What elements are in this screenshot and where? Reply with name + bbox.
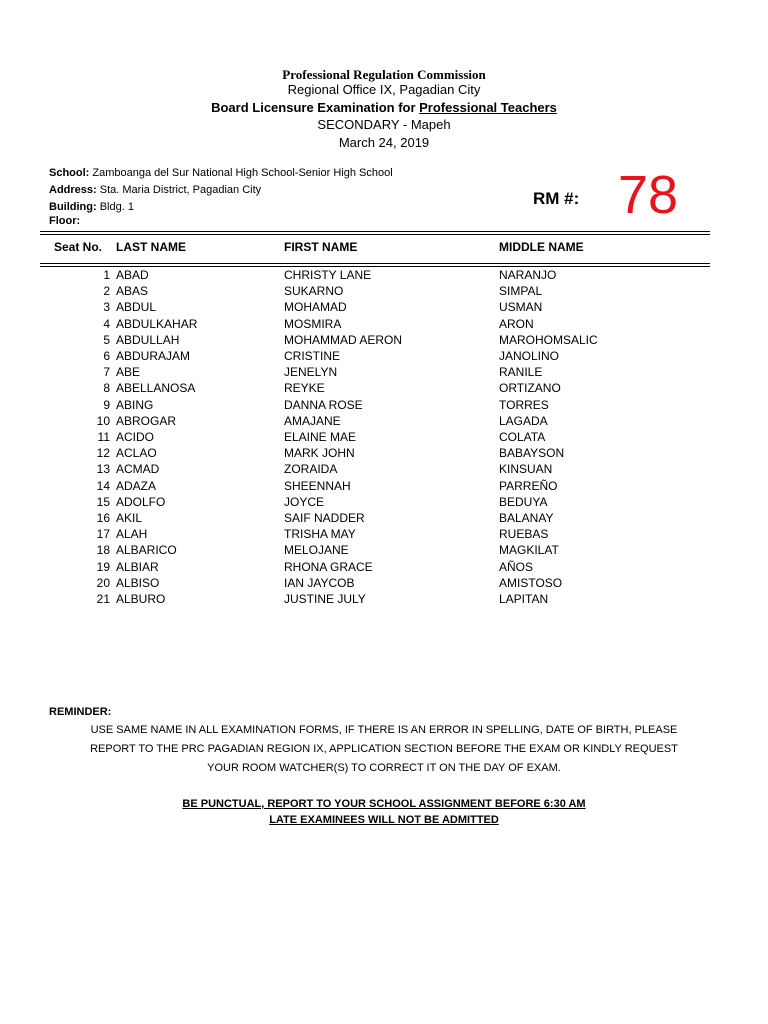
first-name: JUSTINE JULY: [284, 592, 366, 606]
exam-date: March 24, 2019: [338, 135, 430, 150]
seat-number: 15: [96, 494, 110, 509]
exam-title-prefix: Board Licensure Examination for: [211, 100, 420, 115]
late-text: LATE EXAMINEES WILL NOT BE ADMITTED: [269, 814, 499, 826]
last-name: ACMAD: [116, 462, 160, 477]
first-name: IAN JAYCOB: [284, 575, 355, 590]
header-rule-top-2: [40, 234, 710, 235]
seat-number: 14: [96, 478, 110, 493]
table-row: [0, 332, 768, 348]
seat-number: 6: [103, 349, 110, 363]
table-row: [0, 542, 768, 558]
last-name: ABDULLAH: [116, 332, 180, 347]
first-name: CHRISTY LANE: [284, 268, 372, 282]
table-row: [0, 348, 768, 364]
last-name: AKIL: [116, 511, 143, 525]
table-row: [0, 429, 768, 445]
middle-name: NARANJO: [499, 268, 557, 282]
last-name: ABDULKAHAR: [116, 316, 198, 331]
seat-number: 8: [103, 381, 110, 396]
table-row: [0, 267, 768, 283]
school-line: [49, 167, 393, 179]
last-name: ABAS: [116, 284, 149, 299]
reminder-line-2: REPORT TO THE PRC PAGADIAN REGION IX, APPLICATION SECTION BEFORE THE EXAM OR KINDLY REQUEST: [90, 743, 678, 755]
exam-field: Professional Teachers: [419, 100, 557, 115]
middle-name: JANOLINO: [499, 349, 560, 363]
school-value: Zamboanga del Sur National High School-Senior High School: [92, 167, 393, 179]
middle-name: LAGADA: [499, 413, 548, 428]
first-name: REYKE: [284, 381, 325, 396]
col-header-middle-name: MIDDLE NAME: [499, 240, 584, 254]
commission-title: Professional Regulation Commission: [282, 67, 486, 82]
last-name: ABROGAR: [116, 413, 177, 428]
first-name: MELOJANE: [284, 543, 349, 558]
seat-number: 2: [103, 284, 110, 299]
last-name: ABE: [116, 365, 141, 380]
room-label: RM #:: [533, 189, 580, 208]
first-name: JENELYN: [284, 365, 338, 380]
middle-name: KINSUAN: [499, 462, 553, 477]
last-name: ABELLANOSA: [116, 381, 196, 396]
reminder-line-3: YOUR ROOM WATCHER(S) TO CORRECT IT ON THE DAY OF EXAM.: [207, 762, 561, 774]
seat-number: 1: [103, 268, 110, 282]
last-name: ABDURAJAM: [116, 349, 191, 363]
seat-number: 21: [96, 592, 110, 606]
first-name: CRISTINE: [284, 349, 341, 363]
middle-name: RANILE: [499, 365, 543, 380]
school-label: School:: [49, 167, 90, 179]
first-name: MOHAMMAD AERON: [284, 332, 403, 347]
middle-name: USMAN: [499, 300, 543, 315]
header-rule-top-1: [40, 231, 710, 232]
seat-number: 5: [103, 332, 110, 347]
col-header-first-name: FIRST NAME: [284, 240, 358, 254]
middle-name: BALANAY: [499, 511, 554, 525]
first-name: MOHAMAD: [284, 300, 347, 315]
seat-number: 17: [96, 527, 110, 542]
col-header-seat: Seat No.: [54, 240, 103, 254]
last-name: ALBARICO: [116, 543, 177, 558]
seat-number: 11: [97, 430, 110, 444]
table-row: [0, 461, 768, 477]
seat-number: 10: [96, 413, 110, 428]
middle-name: ARON: [499, 316, 534, 331]
first-name: DANNA ROSE: [284, 397, 363, 412]
table-row: [0, 283, 768, 299]
last-name: ADOLFO: [116, 494, 166, 509]
seat-number: 20: [96, 575, 110, 590]
first-name: SHEENNAH: [284, 478, 351, 493]
middle-name: RUEBAS: [499, 527, 549, 542]
seat-number: 4: [103, 316, 110, 331]
seat-number: 18: [96, 543, 110, 558]
building-line: [49, 201, 134, 213]
middle-name: MAGKILAT: [499, 543, 559, 558]
middle-name: COLATA: [499, 430, 546, 444]
last-name: ALAH: [116, 527, 148, 542]
reminder-line-1: USE SAME NAME IN ALL EXAMINATION FORMS, IF THERE IS AN ERROR IN SPELLING, DATE OF BIRTH, PLEASE: [90, 724, 678, 736]
seat-number: 16: [96, 511, 110, 525]
seat-number: 13: [96, 462, 110, 477]
first-name: MARK JOHN: [284, 446, 355, 461]
middle-name: TORRES: [499, 397, 549, 412]
seat-number: 7: [103, 365, 110, 380]
table-row: [0, 575, 768, 591]
first-name: SAIF NADDER: [284, 511, 365, 525]
table-row: [0, 380, 768, 396]
first-name: ELAINE MAE: [284, 430, 357, 444]
table-row: [0, 299, 768, 315]
address-label: Address:: [49, 184, 97, 196]
middle-name: AÑOS: [499, 559, 534, 574]
table-row: [0, 364, 768, 380]
table-row: [0, 397, 768, 413]
seat-number: 9: [103, 397, 110, 412]
building-label: Building:: [49, 201, 97, 213]
last-name: ABAD: [116, 268, 149, 282]
regional-office: Regional Office IX, Pagadian City: [287, 82, 481, 97]
middle-name: MAROHOMSALIC: [499, 332, 598, 347]
col-header-last-name: LAST NAME: [116, 240, 186, 254]
table-row: [0, 445, 768, 461]
floor-label: Floor:: [49, 215, 81, 227]
last-name: ACIDO: [116, 430, 155, 444]
table-row: [0, 413, 768, 429]
middle-name: ORTIZANO: [499, 381, 561, 396]
punctuality-text: BE PUNCTUAL, REPORT TO YOUR SCHOOL ASSIGNMENT BEFORE 6:30 AM: [182, 798, 586, 810]
table-row: [0, 478, 768, 494]
address-value: Sta. Maria District, Pagadian City: [99, 184, 262, 196]
table-row: [0, 510, 768, 526]
middle-name: PARREÑO: [499, 478, 558, 493]
first-name: MOSMIRA: [284, 316, 342, 331]
header-rule-bottom-1: [40, 263, 710, 264]
last-name: ABDUL: [116, 300, 157, 315]
exam-level: SECONDARY - Mapeh: [317, 117, 451, 132]
late-notice: [0, 810, 768, 828]
table-row: [0, 559, 768, 575]
floor-line: [49, 215, 80, 227]
last-name: ABING: [116, 397, 154, 412]
middle-name: BABAYSON: [499, 446, 565, 461]
seat-number: 19: [96, 559, 110, 574]
room-number: 78: [618, 165, 679, 225]
table-row: [0, 591, 768, 607]
first-name: TRISHA MAY: [284, 527, 356, 542]
middle-name: AMISTOSO: [499, 575, 563, 590]
seat-number: 12: [96, 446, 110, 461]
table-row: [0, 526, 768, 542]
exam-title: [0, 100, 768, 115]
seat-number: 3: [103, 300, 110, 315]
last-name: ACLAO: [116, 446, 157, 461]
table-row: [0, 494, 768, 510]
first-name: JOYCE: [284, 494, 325, 509]
reminder-title: REMINDER:: [49, 706, 112, 718]
first-name: SUKARNO: [284, 284, 344, 299]
building-value: Bldg. 1: [99, 201, 134, 213]
first-name: AMAJANE: [284, 413, 341, 428]
first-name: ZORAIDA: [284, 462, 338, 477]
address-line: [49, 184, 261, 196]
last-name: ADAZA: [116, 478, 157, 493]
last-name: ALBURO: [116, 592, 166, 606]
first-name: RHONA GRACE: [284, 559, 373, 574]
last-name: ALBISO: [116, 575, 160, 590]
middle-name: LAPITAN: [499, 592, 549, 606]
middle-name: BEDUYA: [499, 494, 548, 509]
last-name: ALBIAR: [116, 559, 159, 574]
table-row: [0, 316, 768, 332]
middle-name: SIMPAL: [499, 284, 543, 299]
